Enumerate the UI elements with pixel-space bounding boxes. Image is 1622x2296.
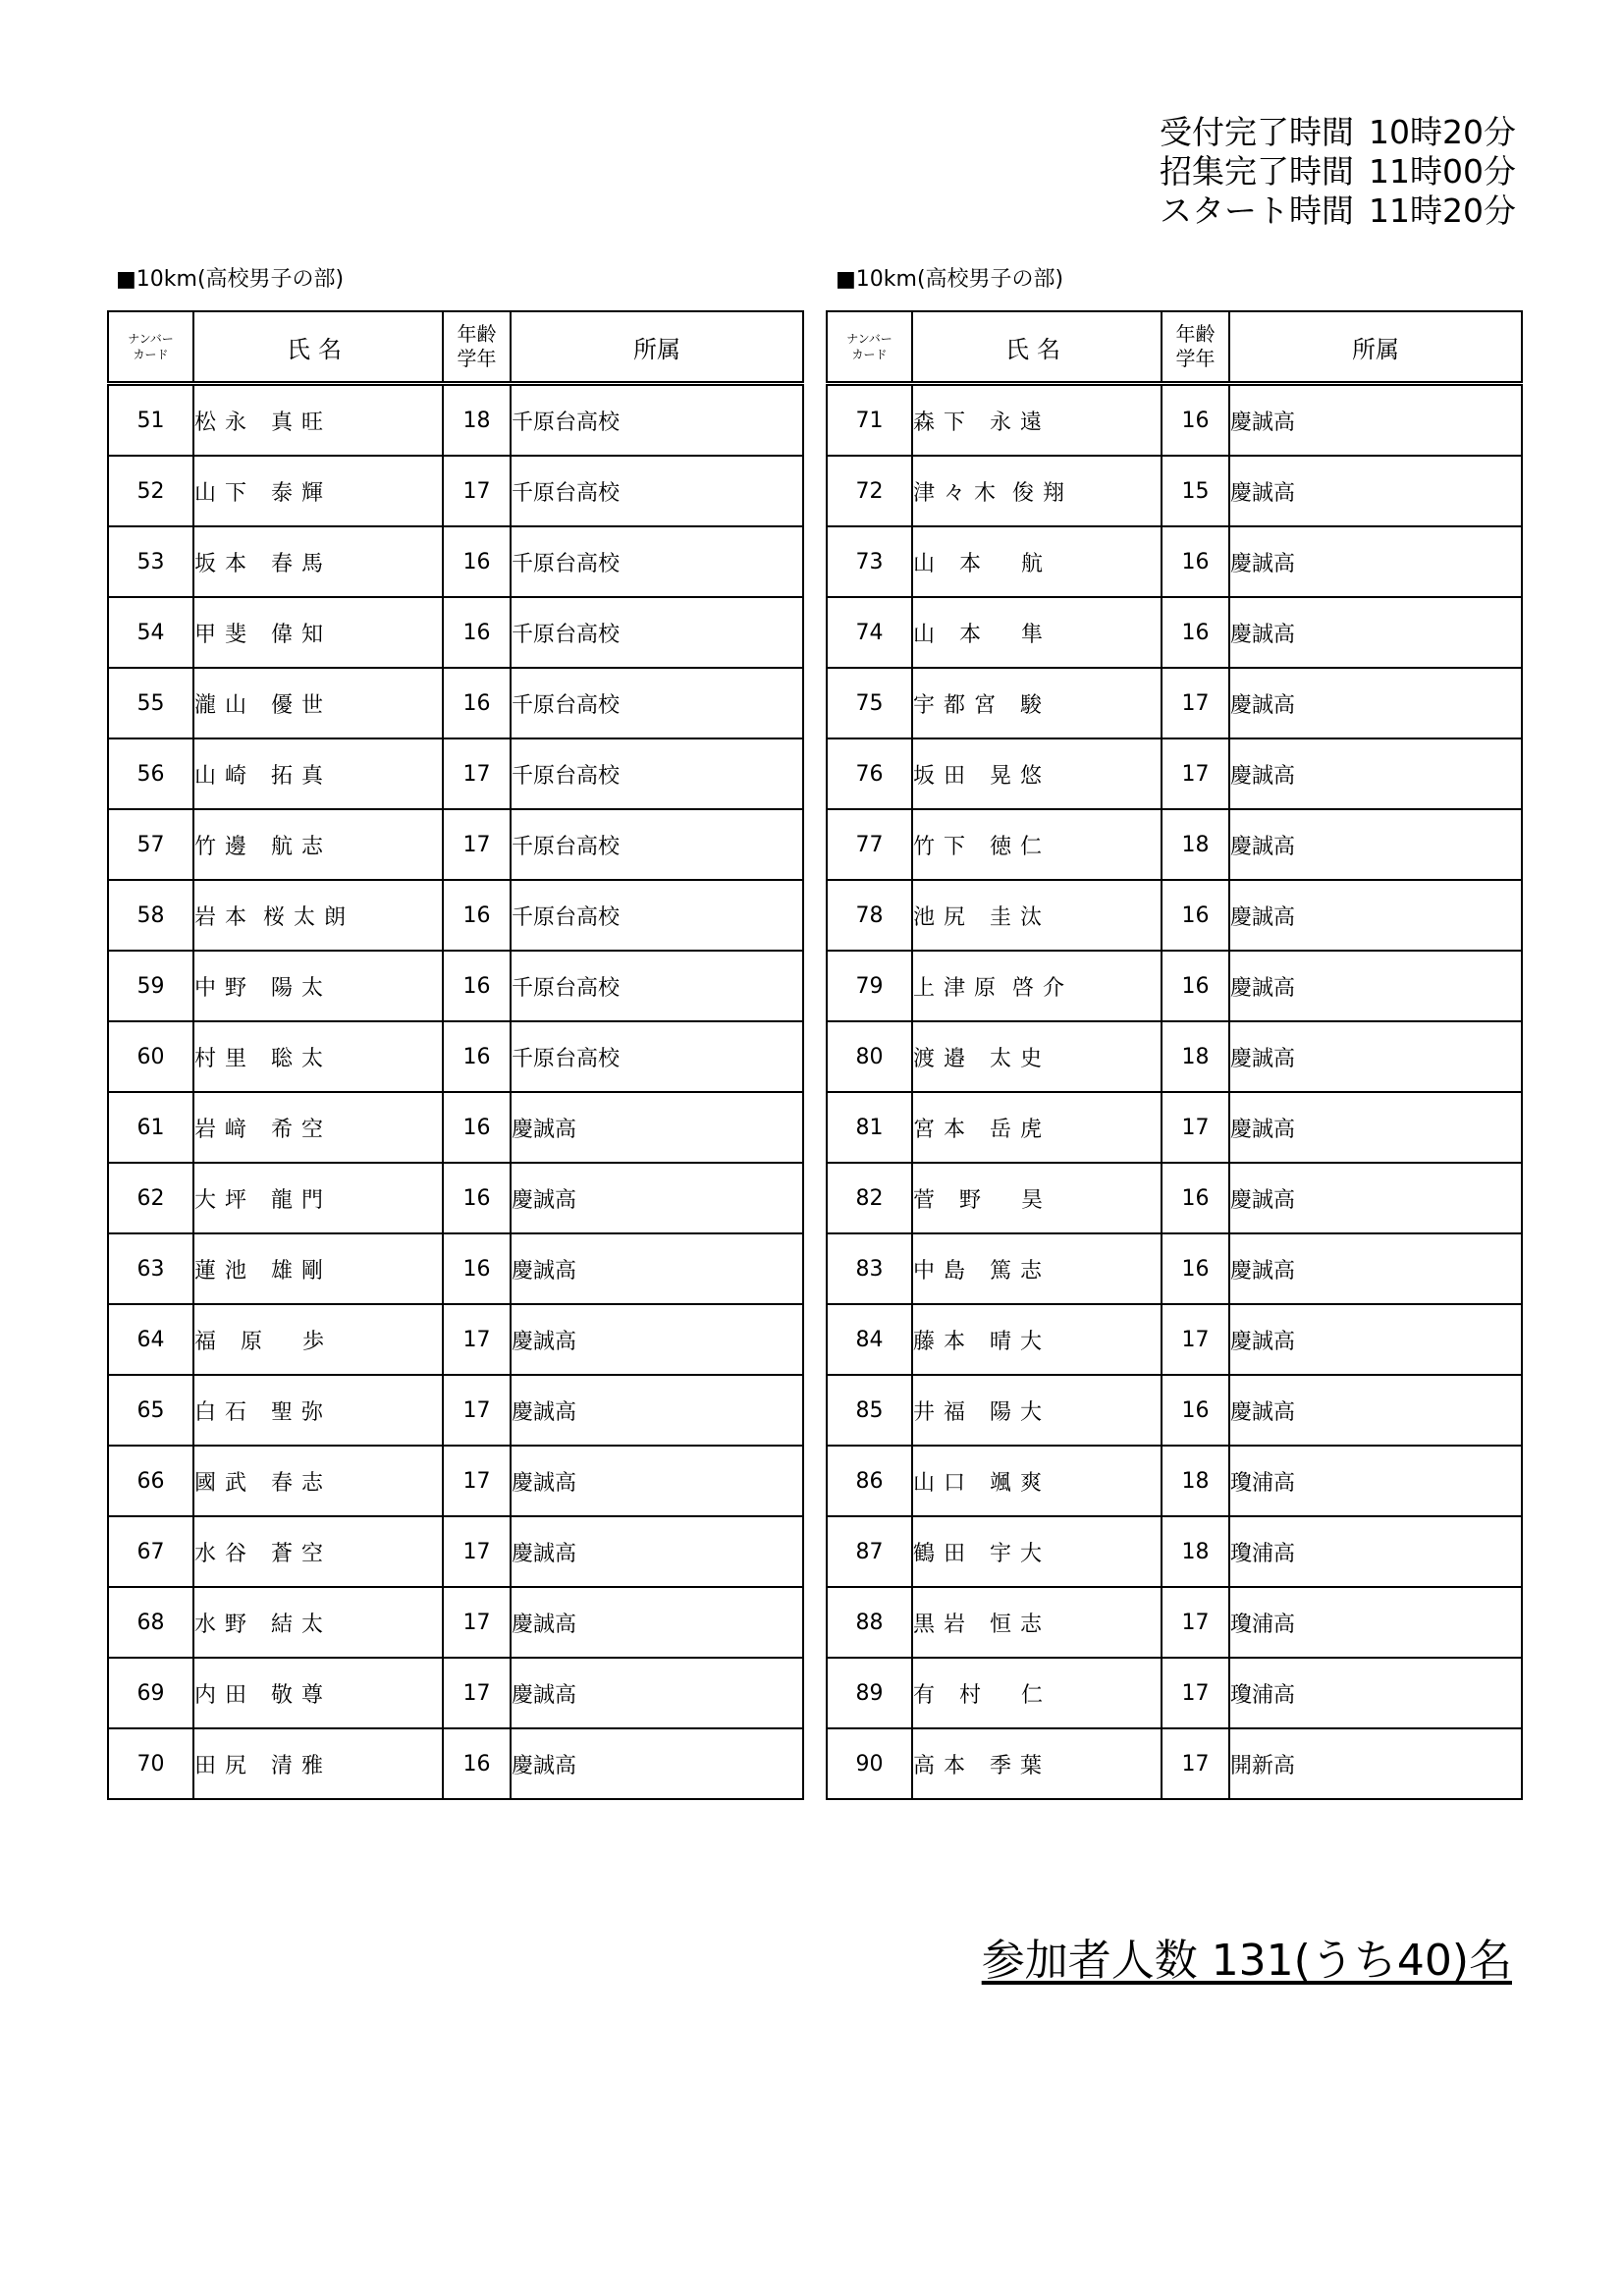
runner-name: 山 下 泰 輝 [193, 456, 443, 526]
runner-age: 16 [443, 951, 511, 1021]
runner-age: 17 [443, 1516, 511, 1587]
runner-name: 坂 本 春 馬 [193, 526, 443, 597]
runner-age: 16 [1162, 1233, 1229, 1304]
runner-affiliation: 千原台高校 [511, 456, 803, 526]
runner-affiliation: 慶誠高 [1229, 880, 1522, 951]
header-age-line2: 学年 [457, 347, 497, 370]
runner-affiliation: 千原台高校 [511, 809, 803, 880]
schedule-row-assembly [1160, 152, 1516, 191]
runner-age: 16 [443, 1021, 511, 1092]
runner-affiliation: 慶誠高 [1229, 1021, 1522, 1092]
table-row [827, 1163, 1522, 1233]
runner-age: 16 [1162, 526, 1229, 597]
runner-age: 18 [1162, 809, 1229, 880]
runner-age: 16 [443, 597, 511, 668]
runner-number: 84 [827, 1304, 912, 1375]
runner-number: 75 [827, 668, 912, 738]
runner-number: 73 [827, 526, 912, 597]
runner-number: 70 [108, 1728, 193, 1799]
table-row [827, 880, 1522, 951]
roster-table-right [826, 310, 1523, 1800]
runner-affiliation: 慶誠高 [511, 1375, 803, 1446]
runner-affiliation: 慶誠高 [511, 1587, 803, 1658]
runner-affiliation: 慶誠高 [511, 1446, 803, 1516]
runner-number: 85 [827, 1375, 912, 1446]
section-title-left: ■10km(高校男子の部) [116, 267, 345, 292]
schedule-times [1160, 113, 1516, 231]
runner-number: 56 [108, 738, 193, 809]
runner-age: 17 [1162, 1092, 1229, 1163]
runner-affiliation: 千原台高校 [511, 1021, 803, 1092]
table-row [827, 1728, 1522, 1799]
header-number-line2: カード [133, 348, 169, 361]
table-row [108, 1446, 803, 1516]
runner-age: 18 [1162, 1516, 1229, 1587]
runner-name: 岩 﨑 希 空 [193, 1092, 443, 1163]
runner-number: 63 [108, 1233, 193, 1304]
header-age-line1: 年齢 [1175, 322, 1216, 346]
table-header-row [108, 311, 803, 384]
runner-affiliation: 慶誠高 [1229, 668, 1522, 738]
runner-name: 菅 野 昊 [912, 1163, 1162, 1233]
runner-number: 51 [108, 384, 193, 457]
runner-affiliation: 瓊浦高 [1229, 1587, 1522, 1658]
runner-age: 16 [443, 1163, 511, 1233]
runner-affiliation: 慶誠高 [511, 1516, 803, 1587]
runner-age: 16 [443, 880, 511, 951]
runner-name: 白 石 聖 弥 [193, 1375, 443, 1446]
runner-number: 87 [827, 1516, 912, 1587]
table-row [108, 1658, 803, 1728]
runner-age: 16 [1162, 1163, 1229, 1233]
table-row [108, 880, 803, 951]
runner-affiliation: 慶誠高 [511, 1163, 803, 1233]
table-row [827, 1375, 1522, 1446]
section-title-right: ■10km(高校男子の部) [836, 267, 1064, 292]
runner-number: 62 [108, 1163, 193, 1233]
runner-name: 甲 斐 偉 知 [193, 597, 443, 668]
runner-name: 藤 本 晴 大 [912, 1304, 1162, 1375]
runner-name: 宮 本 岳 虎 [912, 1092, 1162, 1163]
runner-name: 竹 下 徳 仁 [912, 809, 1162, 880]
runner-number: 78 [827, 880, 912, 951]
schedule-label: スタート時間 [1160, 191, 1354, 230]
table-row [827, 1658, 1522, 1728]
runner-affiliation: 慶誠高 [511, 1728, 803, 1799]
header-name: 氏名 [193, 311, 443, 384]
runner-age: 17 [1162, 668, 1229, 738]
runner-name: 蓮 池 雄 剛 [193, 1233, 443, 1304]
runner-name: 黒 岩 恒 志 [912, 1587, 1162, 1658]
header-affiliation: 所属 [511, 311, 803, 384]
runner-name: 宇 都 宮 駿 [912, 668, 1162, 738]
runner-name: 井 福 陽 大 [912, 1375, 1162, 1446]
table-row [827, 1021, 1522, 1092]
runner-number: 83 [827, 1233, 912, 1304]
runner-number: 64 [108, 1304, 193, 1375]
runner-number: 81 [827, 1092, 912, 1163]
runner-name: 高 本 季 葉 [912, 1728, 1162, 1799]
runner-number: 76 [827, 738, 912, 809]
runner-affiliation: 瓊浦高 [1229, 1658, 1522, 1728]
table-row [827, 1304, 1522, 1375]
table-row [108, 951, 803, 1021]
runner-name: 福 原 歩 [193, 1304, 443, 1375]
runner-affiliation: 瓊浦高 [1229, 1446, 1522, 1516]
runner-affiliation: 慶誠高 [1229, 809, 1522, 880]
runner-age: 17 [443, 456, 511, 526]
runner-affiliation: 千原台高校 [511, 880, 803, 951]
runner-name: 坂 田 晃 悠 [912, 738, 1162, 809]
runner-affiliation: 慶誠高 [511, 1233, 803, 1304]
schedule-row-reception [1160, 113, 1516, 152]
runner-name: 大 坪 龍 門 [193, 1163, 443, 1233]
runner-affiliation: 慶誠高 [1229, 1233, 1522, 1304]
runner-age: 16 [1162, 880, 1229, 951]
runner-affiliation: 慶誠高 [1229, 1163, 1522, 1233]
runner-name: 内 田 敬 尊 [193, 1658, 443, 1728]
runner-name: 村 里 聡 太 [193, 1021, 443, 1092]
table-row [827, 384, 1522, 457]
runner-number: 71 [827, 384, 912, 457]
runner-name: 山 崎 拓 真 [193, 738, 443, 809]
runner-age: 16 [443, 668, 511, 738]
header-affiliation: 所属 [1229, 311, 1522, 384]
table-row [827, 1092, 1522, 1163]
runner-number: 79 [827, 951, 912, 1021]
runner-affiliation: 慶誠高 [511, 1658, 803, 1728]
runner-number: 54 [108, 597, 193, 668]
table-header-row [827, 311, 1522, 384]
runner-name: 岩 本 桜 太 朗 [193, 880, 443, 951]
runner-number: 66 [108, 1446, 193, 1516]
schedule-label: 受付完了時間 [1160, 113, 1354, 151]
runner-name: 水 谷 蒼 空 [193, 1516, 443, 1587]
runner-age: 16 [443, 1092, 511, 1163]
runner-age: 17 [443, 1658, 511, 1728]
runner-affiliation: 千原台高校 [511, 738, 803, 809]
runner-age: 16 [443, 1233, 511, 1304]
runner-number: 65 [108, 1375, 193, 1446]
schedule-value: 11時00分 [1369, 152, 1516, 191]
runner-age: 16 [1162, 597, 1229, 668]
runner-number: 90 [827, 1728, 912, 1799]
roster-body-right [827, 384, 1522, 1800]
table-row [827, 597, 1522, 668]
runner-affiliation: 瓊浦高 [1229, 1516, 1522, 1587]
table-row [108, 1375, 803, 1446]
header-number-line1: ナンバー [128, 332, 174, 346]
runner-number: 52 [108, 456, 193, 526]
header-age [443, 311, 511, 384]
header-number [827, 311, 912, 384]
runner-name: 田 尻 清 雅 [193, 1728, 443, 1799]
table-row [108, 1728, 803, 1799]
runner-name: 渡 邉 太 史 [912, 1021, 1162, 1092]
runner-age: 17 [1162, 1587, 1229, 1658]
runner-number: 86 [827, 1446, 912, 1516]
runner-name: 竹 邊 航 志 [193, 809, 443, 880]
runner-age: 15 [1162, 456, 1229, 526]
header-age-line1: 年齢 [457, 322, 497, 346]
schedule-label: 招集完了時間 [1160, 152, 1354, 191]
runner-affiliation: 慶誠高 [1229, 384, 1522, 457]
runner-number: 74 [827, 597, 912, 668]
table-row [108, 384, 803, 457]
runner-number: 89 [827, 1658, 912, 1728]
table-row [827, 1516, 1522, 1587]
table-row [108, 1304, 803, 1375]
schedule-row-start [1160, 191, 1516, 231]
runner-name: 水 野 結 太 [193, 1587, 443, 1658]
table-row [108, 738, 803, 809]
runner-number: 77 [827, 809, 912, 880]
table-row [827, 456, 1522, 526]
runner-age: 17 [443, 809, 511, 880]
runner-name: 中 野 陽 太 [193, 951, 443, 1021]
runner-number: 72 [827, 456, 912, 526]
runner-name: 松 永 真 旺 [193, 384, 443, 457]
table-row [108, 1587, 803, 1658]
runner-age: 18 [443, 384, 511, 457]
runner-number: 53 [108, 526, 193, 597]
runner-affiliation: 慶誠高 [1229, 1092, 1522, 1163]
table-row [108, 1233, 803, 1304]
participant-count: 参加者人数 131(うち40)名 [981, 1936, 1512, 1986]
runner-age: 18 [1162, 1021, 1229, 1092]
runner-affiliation: 慶誠高 [1229, 738, 1522, 809]
table-row [108, 597, 803, 668]
runner-affiliation: 慶誠高 [1229, 597, 1522, 668]
runner-number: 55 [108, 668, 193, 738]
schedule-value: 11時20分 [1369, 191, 1516, 230]
runner-number: 88 [827, 1587, 912, 1658]
runner-number: 80 [827, 1021, 912, 1092]
table-row [827, 1446, 1522, 1516]
runner-affiliation: 千原台高校 [511, 597, 803, 668]
header-name: 氏名 [912, 311, 1162, 384]
table-row [108, 668, 803, 738]
table-row [108, 809, 803, 880]
runner-affiliation: 慶誠高 [1229, 526, 1522, 597]
runner-name: 上 津 原 啓 介 [912, 951, 1162, 1021]
runner-affiliation: 慶誠高 [1229, 456, 1522, 526]
runner-age: 16 [1162, 384, 1229, 457]
runner-name: 瀧 山 優 世 [193, 668, 443, 738]
runner-name: 國 武 春 志 [193, 1446, 443, 1516]
runner-number: 59 [108, 951, 193, 1021]
runner-number: 61 [108, 1092, 193, 1163]
table-row [108, 1516, 803, 1587]
runner-affiliation: 開新高 [1229, 1728, 1522, 1799]
runner-age: 17 [1162, 738, 1229, 809]
runner-number: 67 [108, 1516, 193, 1587]
runner-number: 68 [108, 1587, 193, 1658]
runner-age: 18 [1162, 1446, 1229, 1516]
runner-affiliation: 慶誠高 [511, 1304, 803, 1375]
runner-affiliation: 慶誠高 [1229, 951, 1522, 1021]
runner-affiliation: 慶誠高 [1229, 1304, 1522, 1375]
runner-affiliation: 千原台高校 [511, 668, 803, 738]
runner-number: 60 [108, 1021, 193, 1092]
runner-number: 57 [108, 809, 193, 880]
runner-number: 82 [827, 1163, 912, 1233]
runner-age: 17 [443, 1304, 511, 1375]
runner-name: 有 村 仁 [912, 1658, 1162, 1728]
header-number-line1: ナンバー [846, 332, 892, 346]
table-row [827, 1587, 1522, 1658]
table-row [108, 1163, 803, 1233]
runner-number: 69 [108, 1658, 193, 1728]
runner-name: 山 口 颯 爽 [912, 1446, 1162, 1516]
schedule-value: 10時20分 [1369, 113, 1516, 151]
runner-name: 山 本 航 [912, 526, 1162, 597]
runner-affiliation: 慶誠高 [511, 1092, 803, 1163]
runner-name: 池 尻 圭 汰 [912, 880, 1162, 951]
runner-affiliation: 千原台高校 [511, 951, 803, 1021]
runner-name: 山 本 隼 [912, 597, 1162, 668]
runner-age: 16 [443, 526, 511, 597]
runner-age: 17 [443, 1375, 511, 1446]
runner-age: 16 [443, 1728, 511, 1799]
runner-affiliation: 千原台高校 [511, 526, 803, 597]
runner-affiliation: 慶誠高 [1229, 1375, 1522, 1446]
runner-age: 16 [1162, 1375, 1229, 1446]
runner-age: 17 [1162, 1728, 1229, 1799]
header-age-line2: 学年 [1175, 347, 1216, 370]
table-row [827, 951, 1522, 1021]
table-row [827, 738, 1522, 809]
roster-table-left [107, 310, 804, 1800]
table-row [827, 526, 1522, 597]
runner-number: 58 [108, 880, 193, 951]
runner-name: 森 下 永 遠 [912, 384, 1162, 457]
runner-age: 17 [1162, 1658, 1229, 1728]
runner-age: 17 [1162, 1304, 1229, 1375]
runner-age: 16 [1162, 951, 1229, 1021]
table-row [827, 668, 1522, 738]
header-number [108, 311, 193, 384]
runner-affiliation: 千原台高校 [511, 384, 803, 457]
runner-name: 津 々 木 俊 翔 [912, 456, 1162, 526]
header-number-line2: カード [851, 348, 888, 361]
table-row [108, 1092, 803, 1163]
table-row [108, 456, 803, 526]
table-row [108, 526, 803, 597]
table-row [827, 1233, 1522, 1304]
runner-name: 鶴 田 宇 大 [912, 1516, 1162, 1587]
runner-age: 17 [443, 1446, 511, 1516]
runner-age: 17 [443, 738, 511, 809]
roster-body-left [108, 384, 803, 1800]
runner-name: 中 島 篤 志 [912, 1233, 1162, 1304]
table-row [108, 1021, 803, 1092]
table-row [827, 809, 1522, 880]
header-age [1162, 311, 1229, 384]
runner-age: 17 [443, 1587, 511, 1658]
